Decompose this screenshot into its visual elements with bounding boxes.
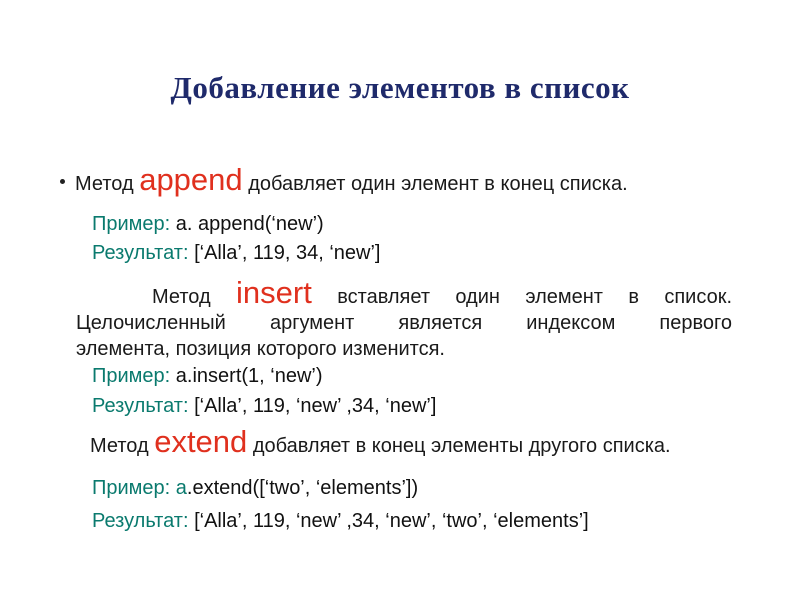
insert-description: [76, 275, 732, 362]
append-suffix: добавляет один элемент в конец списка.: [248, 173, 628, 195]
extend-keyword: extend: [154, 424, 248, 459]
insert-example: [92, 364, 323, 388]
insert-line-1: [76, 275, 732, 310]
insert-text-1: вставляет один элемент в список.: [337, 286, 732, 308]
insert-line-3: элемента, позиция которого изменится.: [76, 338, 445, 360]
insert-result-label: Результат:: [92, 395, 189, 417]
extend-prefix: Метод: [90, 435, 149, 457]
append-example-code: a. append(‘new’): [175, 213, 324, 235]
append-prefix: Метод: [75, 173, 134, 195]
extend-suffix: добавляет в конец элементы другого списка.: [252, 435, 671, 457]
insert-line-2: Целочисленный аргумент является индексом первого: [76, 312, 732, 334]
bullet-icon: [60, 179, 65, 184]
extend-result: [92, 509, 589, 533]
extend-example-label: Пример:: [92, 477, 171, 499]
append-example: [92, 212, 324, 236]
append-keyword: append: [139, 162, 243, 197]
extend-example: [92, 476, 418, 500]
insert-example-label: Пример:: [92, 365, 171, 387]
append-result-value: [‘Alla’, 119, 34, ‘new’]: [194, 242, 381, 264]
append-result-label: Результат:: [92, 242, 189, 264]
extend-result-value: [‘Alla’, 119, ‘new’ ,34, ‘new’, ‘two’, ‘elements’]: [194, 510, 589, 532]
extend-example-code: .extend([‘two’, ‘elements’]): [186, 477, 419, 499]
insert-example-code: a.insert(1, ‘new’): [175, 365, 323, 387]
extend-description: [90, 424, 671, 459]
extend-example-code-prefix: а: [175, 477, 187, 499]
insert-prefix: Метод: [152, 286, 211, 308]
append-example-label: Пример:: [92, 213, 171, 235]
insert-keyword: insert: [236, 275, 312, 310]
append-result: [92, 241, 380, 265]
insert-result: [92, 394, 436, 418]
slide-title: Добавление элементов в список: [170, 70, 630, 105]
extend-result-label: Результат:: [92, 510, 189, 532]
append-description: [60, 162, 628, 197]
insert-result-value: [‘Alla’, 119, ‘new’ ,34, ‘new’]: [194, 395, 437, 417]
